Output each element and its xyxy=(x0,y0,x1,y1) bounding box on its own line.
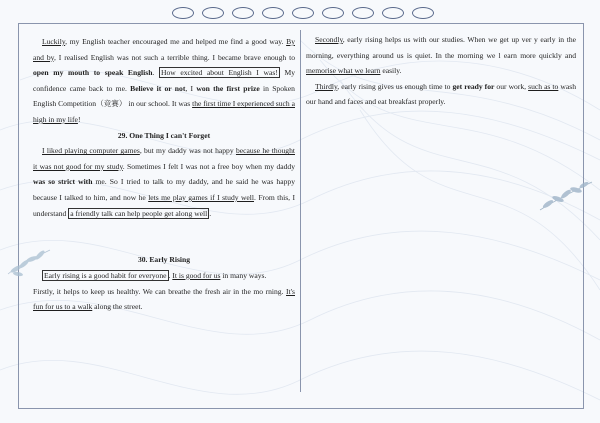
paragraph-luckily: Luckily, my English teacher encouraged me and helped me find a good way. By and by, I realised English was not such a terrible thing. I became brave enough to open my mouth to speak English. How excited about English I was! My confidence came back to me. Believe it or not, I won the first prize in Spoken English Competition（竞赛） in our school. It was the first time I experienced such a high in my life! xyxy=(33,37,296,124)
boxed-phrase-how-excited: How excited about English I was! xyxy=(160,68,278,78)
paragraph-early-rising-intro: Early rising is a good habit for everyone . It is good for us in many ways. xyxy=(44,270,267,280)
binding-ring-icon xyxy=(232,7,254,19)
paragraph-secondly: Secondly, early rising helps us with our studies. When we get up ver y early in the morning, everything around us is quiet. In the morning we l earn more quickly and memorise what we learn easily. xyxy=(306,35,576,76)
column-divider xyxy=(300,30,301,392)
phrase-believe-it-or-not: Believe it or not xyxy=(130,83,186,93)
phrase-get-ready-for: get ready for xyxy=(452,81,495,91)
binding-ring-icon xyxy=(322,7,344,19)
phrase-strict-with: was so strict with xyxy=(33,177,93,187)
phrase-lets-me-play: lets me play games if I study well xyxy=(148,192,255,202)
right-column xyxy=(306,32,576,110)
boxed-phrase-good-habit: Early rising is a good habit for everyone xyxy=(44,270,167,280)
phrase-luckily: Luckily xyxy=(42,37,66,46)
phrase-thirdly: Thirdly xyxy=(315,81,338,91)
phrase-liked-playing: I liked playing computer games xyxy=(42,146,140,156)
heading-29: 29. One Thing I can't Forget xyxy=(117,130,211,140)
phrase-fun-for-us: It's fun for us to a walk xyxy=(33,286,295,312)
binding-ring-icon xyxy=(292,7,314,19)
phrase-memorise: memorise what we learn xyxy=(306,66,381,76)
phrase-won-first-prize: won the first prize xyxy=(196,83,260,93)
phrase-because-he-thought: because he thought it was not good for my study xyxy=(33,146,295,171)
phrase-secondly: Secondly xyxy=(315,35,343,44)
paragraph-computer-games: I liked playing computer games, but my daddy was not happy because he thought it was not good for my study. Sometimes I felt I was not a free boy when my daddy was so strict with me. So I tried to talk to my daddy, and he said he was happy because I talked to him, and now he lets me play games if I study well. From this, I understand a friendly talk can help people get along well . xyxy=(33,146,295,218)
heading-30: 30. Early Rising xyxy=(137,255,191,265)
binding-ring-icon xyxy=(382,7,404,19)
binding-ring-icon xyxy=(412,7,434,19)
binding-ring-icon xyxy=(202,7,224,19)
leaf-branch-icon xyxy=(536,178,594,214)
phrase-open-my-mouth: open my mouth to speak English xyxy=(33,68,153,78)
phrase-such-as-to: such as to xyxy=(528,81,559,91)
boxed-phrase-friendly-talk: a friendly talk can help people get along well xyxy=(70,208,208,218)
binding-ring-icon xyxy=(352,7,374,19)
phrase-first-time: the first time I experienced such a high in my life xyxy=(33,99,295,124)
phrase-by-and-by: By and by xyxy=(33,37,295,62)
binding-ring-icon xyxy=(262,7,284,19)
binding-rings xyxy=(172,7,434,19)
binding-ring-icon xyxy=(172,7,194,19)
left-column xyxy=(33,34,295,315)
paragraph-thirdly: Thirdly, early rising gives us enough time to get ready for our work, such as to wash our hand and faces and eat breakfast properly. xyxy=(306,81,576,107)
phrase-good-for-us: It is good for us xyxy=(172,270,221,280)
paragraph-firstly: Firstly, it helps to keep us healthy. We can breathe the fresh air in the mo rning. It's fun for us to a walk along the street. xyxy=(33,286,295,312)
